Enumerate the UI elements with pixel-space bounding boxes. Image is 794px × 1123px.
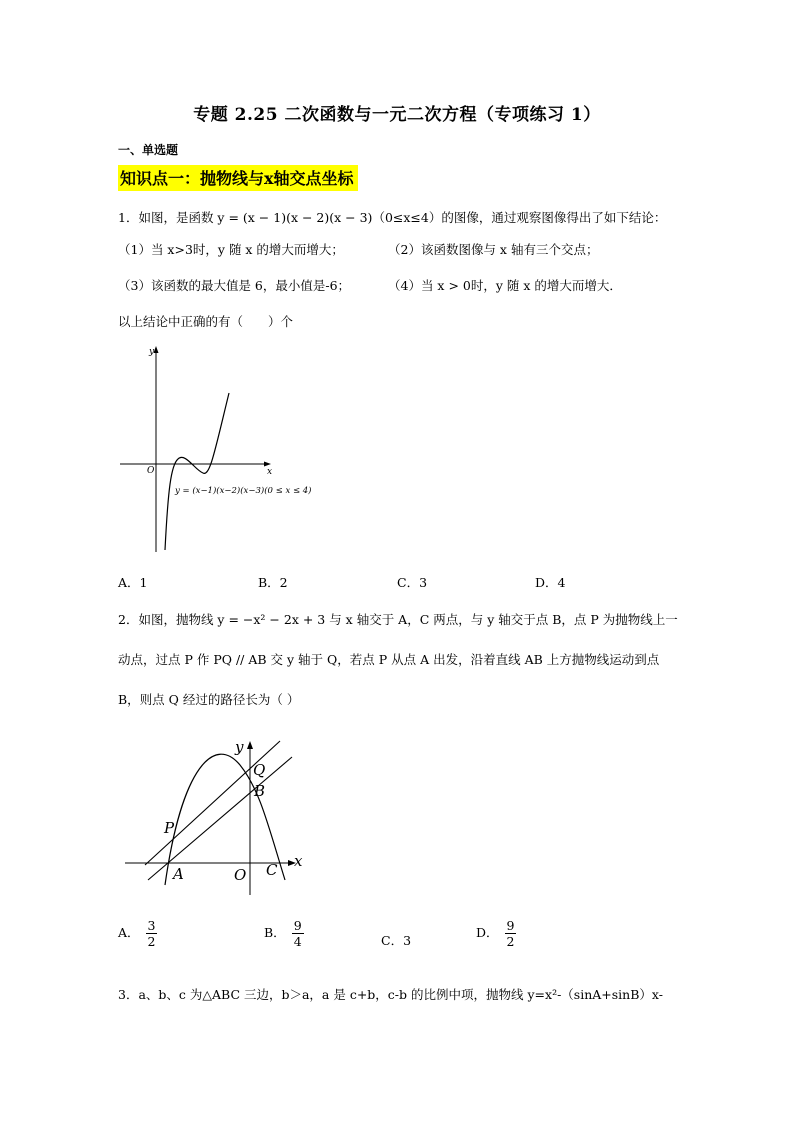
q2-option-b-prefix: B．: [264, 925, 286, 940]
q3-stem-line-1: 3．a、b、c 为△ABC 三边，b＞a，a 是 c+b，c-b 的比例中项，抛物线 y=x²-（sinA+sinB）x-: [118, 987, 663, 1002]
q2-label-c: C: [266, 861, 278, 879]
q2-stem-line-3: B，则点 Q 经过的路径长为（ ）: [118, 692, 300, 707]
q1-x-label: x: [267, 467, 273, 477]
q1-option-c[interactable]: C．3: [397, 575, 428, 590]
q2-label-b: B: [254, 782, 266, 800]
knowledge-point-banner: 知识点一：抛物线与x轴交点坐标: [118, 165, 358, 191]
q1-graph: [115, 340, 325, 555]
q2-option-c-prefix: C．3: [381, 933, 412, 948]
fraction-denominator: 2: [506, 934, 515, 949]
q2-option-b-fraction: [292, 918, 304, 949]
q2-label-o: O: [234, 866, 247, 884]
page-title: 专题 2.25 二次函数与一元二次方程（专项练习 1）: [193, 105, 601, 125]
fraction-numerator: 9: [293, 918, 302, 933]
q1-cubic-curve: [165, 393, 229, 550]
section-heading: 一、单选题: [118, 143, 179, 157]
q2-stem-line-1: 2．如图，抛物线 y = −x² − 2x + 3 与 x 轴交于 A，C 两点，与 y 轴交于点 B，点 P 为抛物线上一: [118, 612, 678, 627]
q2-option-c[interactable]: [381, 931, 411, 949]
q1-stem: 1．如图，是函数 y = (x − 1)(x − 2)(x − 3)（0≤x≤4）的图像，通过观察图像得出了如下结论：: [118, 210, 667, 225]
q1-y-label: y: [149, 347, 155, 357]
q2-option-d-fraction: [505, 918, 517, 949]
q2-label-x: x: [294, 852, 303, 870]
q2-label-y: y: [235, 738, 244, 756]
q1-option-b[interactable]: B．2: [258, 575, 288, 590]
q1-conclusion-4: （4）当 x > 0时，y 随 x 的增大而增大．: [388, 278, 622, 293]
q2-option-a-prefix: A．: [118, 925, 140, 940]
q1-option-d[interactable]: D．4: [535, 575, 566, 590]
q1-curve-label: y = (x−1)(x−2)(x−3)(0 ≤ x ≤ 4): [175, 486, 312, 496]
q2-option-d[interactable]: [476, 918, 516, 949]
q2-graph: [120, 735, 315, 900]
q2-option-a-fraction: [146, 918, 158, 949]
q1-conclusion-2: （2）该函数图像与 x 轴有三个交点；: [388, 242, 599, 257]
q2-option-d-prefix: D．: [476, 925, 499, 940]
q2-label-q: Q: [253, 761, 266, 779]
q2-label-p: P: [164, 819, 175, 837]
q1-conclusion-1: （1）当 x>3时，y 随 x 的增大而增大；: [118, 242, 344, 257]
q2-line-pq: [145, 741, 280, 865]
q1-option-a[interactable]: A．1: [118, 575, 148, 590]
q2-option-b[interactable]: [264, 918, 304, 949]
q2-y-arrow: [247, 741, 253, 749]
q1-question: 以上结论中正确的有（ ）个: [118, 314, 294, 329]
q1-conclusion-3: （3）该函数的最大值是 6，最小值是-6；: [118, 278, 351, 293]
q1-x-arrow: [264, 462, 271, 467]
q1-y-arrow: [154, 346, 159, 353]
fraction-denominator: 2: [147, 934, 156, 949]
fraction-numerator: 9: [506, 918, 515, 933]
fraction-numerator: 3: [147, 918, 156, 933]
fraction-denominator: 4: [293, 934, 302, 949]
q2-stem-line-2: 动点，过点 P 作 PQ // AB 交 y 轴于 Q，若点 P 从点 A 出发，沿着直线 AB 上方抛物线运动到点: [118, 652, 660, 667]
q1-origin-label: O: [147, 466, 155, 476]
q2-option-a[interactable]: [118, 918, 157, 949]
q2-label-a: A: [173, 865, 184, 883]
